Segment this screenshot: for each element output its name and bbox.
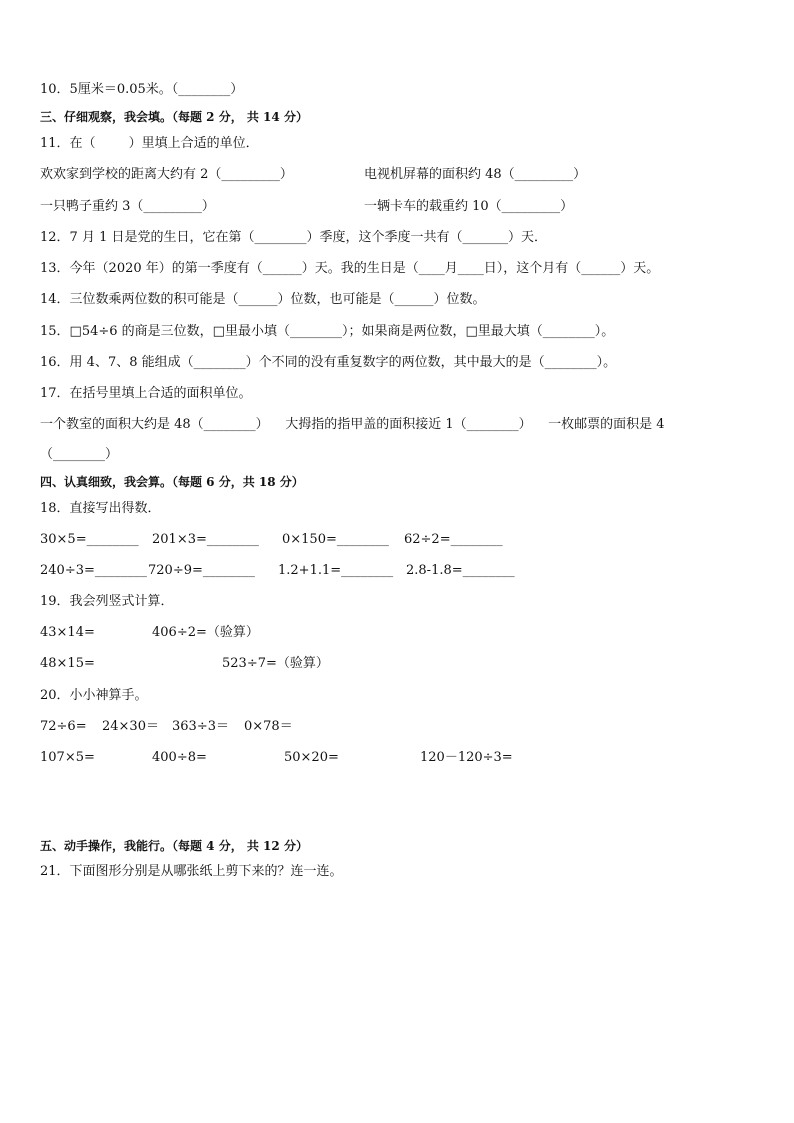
q18-item: 2.8-1.8=________ [406, 563, 515, 578]
q20-item: 400÷8= [152, 750, 207, 765]
q19-item: 48×15= [40, 656, 95, 671]
question-17-line-b: （________） [40, 447, 119, 462]
question-20: 20．小小神算手。 [40, 688, 148, 703]
q18-item: 240÷3=________ [40, 563, 147, 578]
q18-item: 201×3=________ [152, 532, 259, 547]
question-15: 15．□54÷6 的商是三位数，□里最小填（________）；如果商是两位数，□里最大填（________）。 [40, 324, 615, 339]
q18-item: 62÷2=________ [404, 532, 503, 547]
q19-item: 406÷2=（验算） [152, 625, 259, 640]
q20-item: 120－120÷3= [420, 750, 513, 765]
section-4-heading: 四、认真细致，我会算。（每题 6 分，共 18 分） [40, 475, 304, 489]
question-16: 16．用 4、7、8 能组成（________）个不同的没有重复数字的两位数，其中最大的是（________）。 [40, 355, 617, 370]
q20-item: 107×5= [40, 750, 95, 765]
q20-item: 363÷3＝ [172, 719, 229, 734]
q18-item: 0×150=________ [282, 532, 389, 547]
q18-item: 720÷9=________ [148, 563, 255, 578]
question-17-line-a: 一个教室的面积大约是 48（________） 大拇指的指甲盖的面积接近 1（________） 一枚邮票的面积是 4 [40, 417, 665, 432]
question-13: 13．今年（2020 年）的第一季度有（______）天。我的生日是（____月____日），这个月有（______）天。 [40, 261, 660, 276]
q20-item: 24×30＝ [102, 719, 159, 734]
question-10: 10．5厘米＝0.05米。（________） [40, 82, 244, 97]
q19-item: 43×14= [40, 625, 95, 640]
q18-item: 1.2+1.1=________ [278, 563, 394, 578]
question-14: 14．三位数乘两位数的积可能是（______）位数，也可能是（______）位数。 [40, 292, 486, 307]
question-19: 19．我会列竖式计算． [40, 594, 174, 609]
q20-item: 72÷6= [40, 719, 87, 734]
q20-item: 50×20= [284, 750, 339, 765]
section-3-heading: 三、仔细观察，我会填。（每题 2 分， 共 14 分） [40, 110, 308, 124]
q20-item: 0×78＝ [244, 719, 293, 734]
q19-item: 523÷7=（验算） [222, 656, 329, 671]
question-21: 21．下面图形分别是从哪张纸上剪下来的？连一连。 [40, 864, 343, 879]
question-17: 17．在括号里填上合适的面积单位。 [40, 386, 252, 401]
question-11-item-d: 一辆卡车的载重约 10（_________） [364, 199, 574, 214]
question-11-item-a: 欢欢家到学校的距离大约有 2（_________） [40, 167, 293, 182]
q18-item: 30×5=________ [40, 532, 139, 547]
question-11-item-c: 一只鸭子重约 3（_________） [40, 199, 215, 214]
question-18: 18．直接写出得数． [40, 501, 161, 516]
question-12: 12．7 月 1 日是党的生日，它在第（________）季度，这个季度一共有（_______）天． [40, 230, 547, 245]
question-11-item-b: 电视机屏幕的面积约 48（_________） [364, 167, 587, 182]
section-5-heading: 五、动手操作，我能行。（每题 4 分， 共 12 分） [40, 839, 308, 853]
question-11: 11．在（ ）里填上合适的单位． [40, 136, 259, 151]
